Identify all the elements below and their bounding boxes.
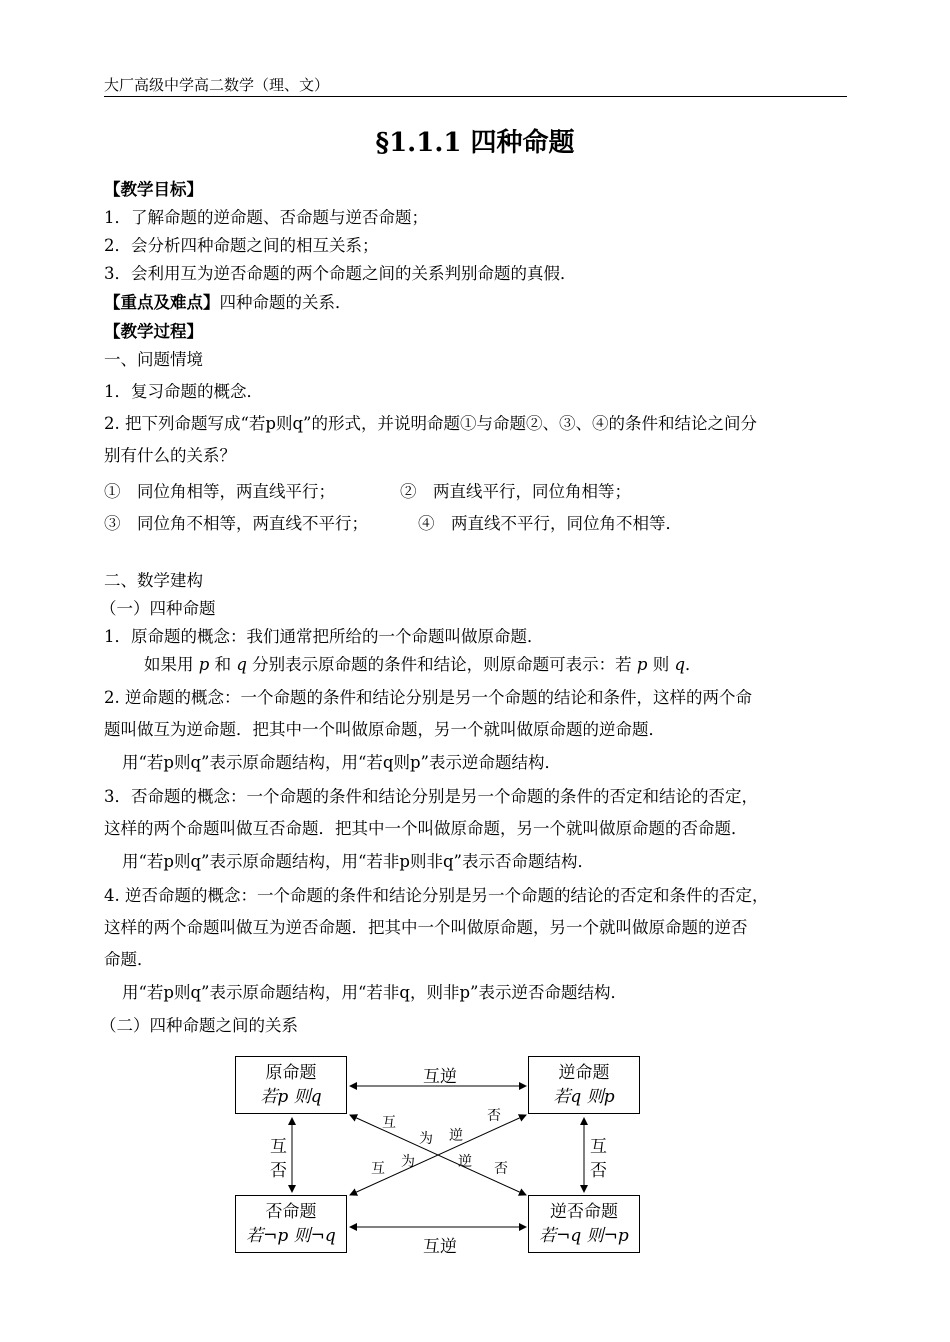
diag-label: 互 — [382, 1115, 396, 1131]
label-bottom-converse: 互逆 — [423, 1237, 457, 1257]
goal-item: 3．会利用互为逆否命题的两个命题之间的关系判别命题的真假． — [104, 264, 577, 283]
box-converse — [528, 1056, 640, 1114]
text: 则 — [652, 655, 670, 674]
key-points — [104, 289, 352, 313]
goal-item: 2．会分析四种命题之间的相互关系； — [104, 236, 379, 255]
proposition-3: ③ 同位角不相等，两直线不平行； — [104, 514, 368, 533]
box-form: 若p 则q — [260, 1087, 322, 1107]
definition-converse-cont: 题叫做互为逆命题．把其中一个叫做原命题，另一个就叫做原命题的逆命题． — [104, 720, 665, 739]
box-title: 逆命题 — [558, 1063, 610, 1083]
box-form: 若¬q 则¬p — [539, 1226, 629, 1246]
key-points-heading: 【重点及难点】 — [104, 293, 220, 312]
subsection-title: （一）四种命题 — [100, 599, 216, 618]
diag-label: 否 — [494, 1161, 508, 1177]
var-p: p — [198, 655, 210, 674]
box-contrapositive — [528, 1195, 640, 1253]
diag-label: 互 — [371, 1161, 385, 1177]
proposition-4: ④ 两直线不平行，同位角不相等． — [418, 514, 682, 533]
diag-label: 逆 — [458, 1154, 472, 1170]
section-item-cont: 别有什么的关系？ — [104, 446, 236, 465]
process-heading: 【教学过程】 — [104, 322, 203, 341]
diag-label: 否 — [487, 1108, 501, 1124]
definition-contrapositive-cont: 这样的两个命题叫做互为逆否命题．把其中一个叫做原命题，另一个就叫做原命题的逆否 — [104, 918, 748, 937]
diag-label: 为 — [419, 1131, 433, 1147]
definition-original-form — [144, 651, 702, 675]
box-title: 逆否命题 — [550, 1202, 618, 1222]
goal-item: 1．了解命题的逆命题、否命题与逆否命题； — [104, 208, 428, 227]
definition-converse: 2. 逆命题的概念：一个命题的条件和结论分别是另一个命题的结论和条件，这样的两个命 — [104, 688, 752, 707]
header-divider — [104, 96, 847, 97]
text: 分别表示原命题的条件和结论，则原命题可表示：若 — [252, 655, 632, 674]
contrapositive-structure: 用“若p则q”表示原命题结构，用“若非q，则非p”表示逆否命题结构． — [122, 983, 627, 1002]
section-item: 1．复习命题的概念． — [104, 382, 263, 401]
box-inverse — [235, 1195, 347, 1253]
section-item: 2. 把下列命题写成“若p则q”的形式，并说明命题①与命题②、③、④的条件和结论之间分 — [104, 414, 757, 433]
page-header: 大厂高级中学高二数学（理、文） — [104, 76, 330, 94]
diag-label: 逆 — [449, 1128, 463, 1144]
label-left-char: 否 — [270, 1161, 287, 1181]
var-p: p — [636, 655, 648, 674]
section-title: 一、问题情境 — [104, 350, 203, 369]
inverse-structure: 用“若p则q”表示原命题结构，用“若非p则非q”表示否命题结构． — [122, 852, 594, 871]
diag-label: 为 — [401, 1154, 415, 1170]
var-q: q — [674, 655, 685, 674]
section-title: 二、数学建构 — [104, 571, 203, 590]
text: 如果用 — [144, 655, 194, 674]
key-points-text: 四种命题的关系． — [219, 293, 352, 312]
text: 和 — [214, 655, 232, 674]
definition-original: 1．原命题的概念：我们通常把所给的一个命题叫做原命题． — [104, 627, 544, 646]
text: ． — [685, 655, 702, 674]
four-propositions-diagram — [230, 1050, 650, 1265]
box-form: 若¬p 则¬q — [246, 1226, 336, 1246]
definition-contrapositive-cont: 命题． — [104, 950, 154, 969]
label-top-converse: 互逆 — [423, 1067, 457, 1087]
box-form: 若q 则p — [553, 1087, 615, 1107]
var-q: q — [236, 655, 247, 674]
label-left-char: 互 — [270, 1137, 287, 1157]
box-original — [235, 1056, 347, 1114]
label-right-char: 互 — [590, 1137, 607, 1157]
box-title: 否命题 — [265, 1202, 317, 1222]
subsection-title: （二）四种命题之间的关系 — [100, 1016, 298, 1035]
box-title: 原命题 — [265, 1063, 317, 1083]
definition-inverse: 3．否命题的概念：一个命题的条件和结论分别是另一个命题的条件的否定和结论的否定， — [104, 787, 758, 806]
definition-inverse-cont: 这样的两个命题叫做互否命题．把其中一个叫做原命题，另一个就叫做原命题的否命题． — [104, 819, 748, 838]
proposition-2: ② 两直线平行，同位角相等； — [400, 482, 631, 501]
page-title: §1.1.1 四种命题 — [375, 128, 575, 158]
proposition-1: ① 同位角相等，两直线平行； — [104, 482, 335, 501]
converse-structure: 用“若p则q”表示原命题结构，用“若q则p”表示逆命题结构． — [122, 753, 561, 772]
definition-contrapositive: 4. 逆否命题的概念：一个命题的条件和结论分别是另一个命题的结论的否定和条件的否定， — [104, 886, 769, 905]
label-right-char: 否 — [590, 1161, 607, 1181]
goals-heading: 【教学目标】 — [104, 180, 203, 199]
